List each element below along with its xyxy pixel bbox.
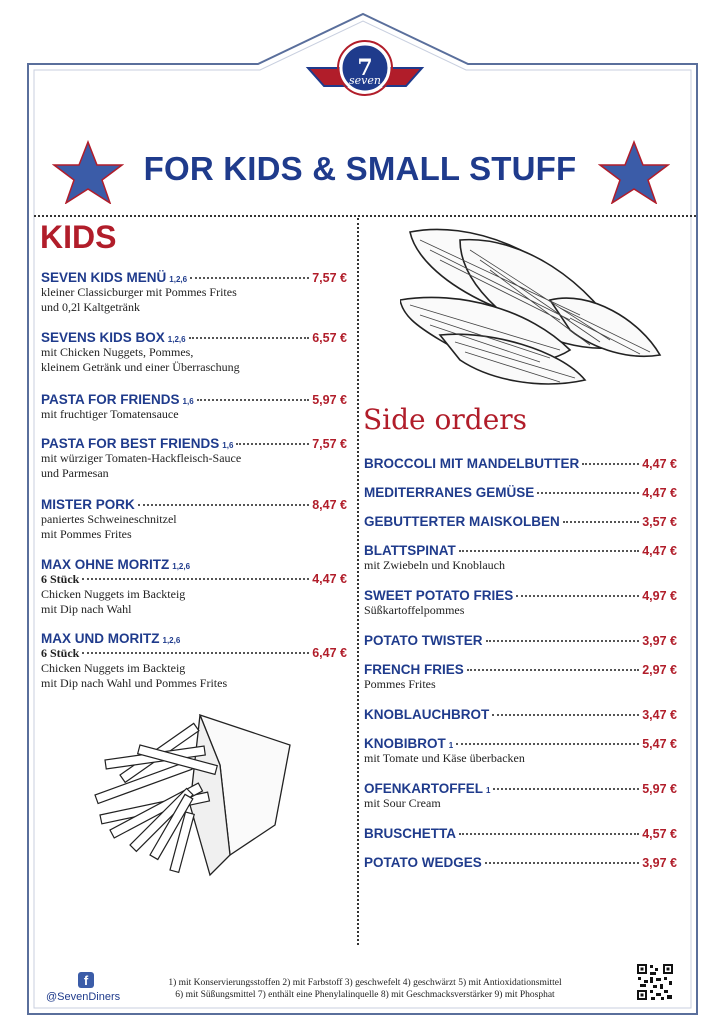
star-icon	[52, 140, 124, 204]
menu-item-row	[41, 436, 347, 451]
menu-item-row	[41, 392, 347, 407]
menu-item-description: und 0,2l Kaltgetränk	[41, 300, 140, 314]
side-menu-item	[364, 736, 677, 766]
menu-item-description: Chicken Nuggets im Backteig	[41, 587, 186, 601]
side-menu-item	[364, 826, 677, 841]
menu-item-description: kleinem Getränk und einer Überraschung	[41, 360, 240, 374]
menu-item-name: MAX OHNE MORITZ	[41, 557, 170, 572]
menu-item-row	[364, 456, 677, 471]
menu-item-portion: 6 Stück	[41, 646, 80, 660]
menu-item-row	[364, 707, 677, 722]
allergen-footnote	[150, 977, 580, 1001]
menu-item-sub-row	[41, 646, 347, 661]
leader-dots	[236, 443, 309, 445]
side-menu-item	[364, 456, 677, 471]
menu-item-name: MAX UND MORITZ	[41, 631, 160, 646]
menu-item-description: Chicken Nuggets im Backteig	[41, 661, 186, 675]
allergen-superscript: 1,2,6	[169, 275, 188, 284]
qr-code[interactable]	[636, 963, 674, 1001]
leader-dots	[82, 578, 309, 580]
menu-item-name: BRUSCHETTA	[364, 826, 456, 841]
leader-dots	[459, 833, 639, 835]
menu-item-description: Süßkartoffelpommes	[364, 603, 465, 617]
menu-item-price: 6,57 €	[312, 331, 347, 345]
allergen-superscript: 1,6	[222, 441, 234, 450]
menu-item-description: paniertes Schweineschnitzel	[41, 512, 177, 526]
kids-menu-item	[41, 631, 347, 691]
leader-dots	[485, 862, 639, 864]
menu-item-row	[364, 485, 677, 500]
divider-horizontal	[34, 215, 696, 217]
kids-menu-item	[41, 392, 347, 422]
social-handle[interactable]: @SevenDiners	[46, 991, 121, 1003]
side-menu-item	[364, 543, 677, 573]
menu-item-name: SEVENS KIDS BOX	[41, 330, 165, 345]
leader-dots	[516, 595, 639, 597]
kids-heading: KIDS	[40, 219, 117, 255]
menu-item-price: 4,97 €	[642, 589, 677, 603]
leader-dots	[537, 492, 639, 494]
menu-item-description: mit Dip nach Wahl	[41, 602, 132, 616]
menu-item-price: 3,97 €	[642, 856, 677, 870]
side-menu-item	[364, 855, 677, 870]
menu-item-name: POTATO WEDGES	[364, 855, 482, 870]
menu-item-price: 3,47 €	[642, 708, 677, 722]
menu-item-description: mit Dip nach Wahl und Pommes Frites	[41, 676, 228, 690]
menu-item-row	[41, 330, 347, 345]
leader-dots	[563, 521, 639, 523]
allergen-superscript: 1,2,6	[162, 636, 181, 645]
menu-item-price: 7,57 €	[312, 437, 347, 451]
menu-item-price: 4,47 €	[642, 486, 677, 500]
leader-dots	[138, 504, 309, 506]
menu-item-name: BLATTSPINAT	[364, 543, 456, 558]
menu-item-price: 4,47 €	[642, 457, 677, 471]
logo-text: seven	[349, 74, 381, 87]
menu-item-name: MISTER PORK	[41, 497, 135, 512]
menu-item-description: mit Chicken Nuggets, Pommes,	[41, 345, 194, 359]
menu-item-row	[364, 736, 677, 751]
menu-item-price: 8,47 €	[312, 498, 347, 512]
menu-item-name: SEVEN KIDS MENÜ	[41, 270, 167, 285]
star-icon	[598, 140, 670, 204]
menu-item-price: 5,97 €	[642, 782, 677, 796]
menu-item-row	[364, 826, 677, 841]
menu-item-description: mit Pommes Frites	[41, 527, 132, 541]
allergen-superscript: 1,6	[182, 397, 194, 406]
menu-item-name: KNOBLAUCHBROT	[364, 707, 490, 722]
menu-item-row	[364, 514, 677, 529]
side-menu-item	[364, 514, 677, 529]
menu-item-name: PASTA FOR FRIENDS	[41, 392, 180, 407]
menu-item-row	[364, 588, 677, 603]
menu-item-price: 4,57 €	[642, 827, 677, 841]
footnote-line-1: 1) mit Konservierungsstoffen 2) mit Farbstoff 3) geschwefelt 4) geschwärzt 5) mit Antioxidationsmittel	[168, 978, 562, 988]
menu-item-name: KNOBIBROT	[364, 736, 446, 751]
menu-item-row	[364, 543, 677, 558]
menu-item-sub-row	[41, 572, 347, 587]
side-menu-item	[364, 781, 677, 811]
menu-item-description: mit Tomate und Käse überbacken	[364, 751, 525, 765]
side-menu-item	[364, 485, 677, 500]
menu-item-price: 4,47 €	[642, 544, 677, 558]
menu-item-description: Pommes Frites	[364, 677, 436, 691]
menu-item-name: FRENCH FRIES	[364, 662, 464, 677]
allergen-superscript: 1	[486, 786, 491, 795]
menu-item-description: und Parmesan	[41, 466, 109, 480]
menu-item-price: 5,47 €	[642, 737, 677, 751]
allergen-superscript: 1	[448, 741, 454, 750]
menu-item-row	[364, 662, 677, 677]
side-orders-heading: Side orders	[363, 403, 528, 436]
side-menu-item	[364, 633, 677, 648]
menu-item-price: 3,57 €	[642, 515, 677, 529]
menu-item-description: mit Sour Cream	[364, 796, 441, 810]
menu-item-row	[41, 497, 347, 512]
leader-dots	[467, 669, 639, 671]
leader-dots	[456, 743, 639, 745]
allergen-superscript: 1,2,6	[172, 562, 191, 571]
menu-item-name: SWEET POTATO FRIES	[364, 588, 514, 603]
leader-dots	[459, 550, 639, 552]
menu-item-price: 6,47 €	[312, 646, 347, 660]
menu-item-portion: 6 Stück	[41, 572, 80, 586]
menu-item-row	[364, 633, 677, 648]
potato-wedges-illustration	[400, 220, 665, 390]
side-menu-item	[364, 662, 677, 692]
leader-dots	[197, 399, 310, 401]
leader-dots	[190, 277, 309, 279]
allergen-superscript: 1,2,6	[167, 335, 186, 344]
menu-item-name: POTATO TWISTER	[364, 633, 483, 648]
menu-item-name: MEDITERRANES GEMÜSE	[364, 485, 535, 500]
menu-item-row	[364, 855, 677, 870]
menu-item-description: mit fruchtiger Tomatensauce	[41, 407, 179, 421]
kids-menu-item	[41, 497, 347, 542]
menu-item-description: mit würziger Tomaten-Hackfleisch-Sauce	[41, 451, 242, 465]
leader-dots	[189, 337, 310, 339]
menu-item-price: 3,97 €	[642, 634, 677, 648]
menu-item-price: 5,97 €	[312, 393, 347, 407]
menu-item-name: BROCCOLI MIT MANDELBUTTER	[364, 456, 580, 471]
leader-dots	[493, 788, 639, 790]
menu-item-row	[364, 781, 677, 796]
kids-menu-item	[41, 436, 347, 481]
page-title: FOR KIDS & SMALL STUFF	[143, 150, 577, 187]
logo-number: 7	[357, 55, 373, 81]
leader-dots	[492, 714, 639, 716]
facebook-icon[interactable]: f	[78, 972, 94, 988]
kids-menu-item	[41, 557, 347, 617]
menu-item-row	[41, 631, 347, 646]
menu-item-price: 2,97 €	[642, 663, 677, 677]
footnote-line-2: 6) mit Süßungsmittel 7) enthält eine Phenylalinquelle 8) mit Geschmacksverstärker 9) mit Phosphat	[175, 990, 555, 1000]
menu-item-price: 7,57 €	[312, 271, 347, 285]
menu-item-name: PASTA FOR BEST FRIENDS	[41, 436, 220, 451]
leader-dots	[582, 463, 639, 465]
menu-item-description: mit Zwiebeln und Knoblauch	[364, 558, 505, 572]
kids-menu-item	[41, 330, 347, 375]
side-menu-item	[364, 707, 677, 722]
leader-dots	[82, 652, 309, 654]
menu-item-name: OFENKARTOFFEL	[364, 781, 483, 796]
french-fries-illustration	[90, 705, 305, 895]
leader-dots	[486, 640, 640, 642]
menu-item-name: GEBUTTERTER MAISKOLBEN	[364, 514, 560, 529]
kids-menu-item	[41, 270, 347, 315]
menu-item-row	[41, 557, 347, 572]
seven-logo	[300, 38, 430, 104]
divider-vertical	[357, 218, 359, 945]
menu-item-price: 4,47 €	[312, 572, 347, 586]
menu-item-row	[41, 270, 347, 285]
side-menu-item	[364, 588, 677, 618]
menu-item-description: kleiner Classicburger mit Pommes Frites	[41, 285, 237, 299]
